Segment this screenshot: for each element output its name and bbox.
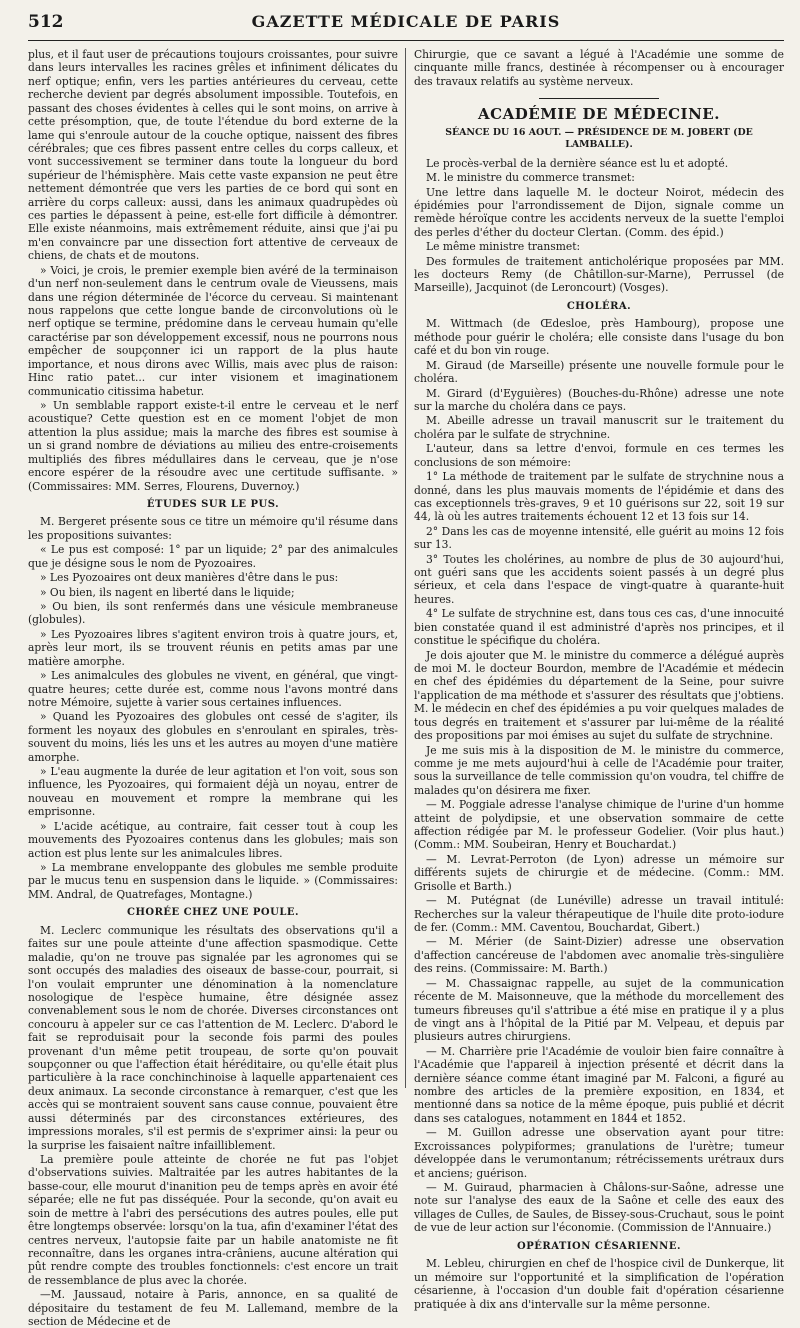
paragraph: — M. Charrière prie l'Académie de vouloir bien faire connaître à l'Académie que l'appareil à injection présenté et décrit dans la dernière séance comme étant imaginé par M. Falconi, a figuré au nombre des articles de la première exposition, en 1834, et mentionné dans sa notice de la même époque, puis publié et décrit dans ses catalogues, notamment en 1844 et 1852. (414, 1044, 784, 1125)
paragraph: — M. Mérier (de Saint-Dizier) adresse une observation d'affection cancéreuse de l'abdomen avec anomalie très-singulière des reins. (Commissaire: M. Barth.) (414, 935, 784, 976)
paragraph: Le procès-verbal de la dernière séance est lu et adopté. (426, 156, 729, 170)
section-heading-academie: ACADÉMIE DE MÉDECINE. (478, 105, 720, 124)
paragraph: 4° Le sulfate de strychnine est, dans tous ces cas, d'une innocuité bien constatée quand il est administré d'après nos principes, et il constitue le spécifique du choléra. (414, 607, 784, 648)
paragraph: M. Lebleu, chirurgien en chef de l'hospice civil de Dunkerque, lit un mémoire sur l'opportunité et la simplification de l'opération césarienne, à l'occasion d'un double fait d'opération césarienne pratiquée à dix ans d'intervalle sur la même personne. (414, 1257, 784, 1311)
seance-line: SÉANCE DU 16 AOUT. — PRÉSIDENCE DE M. JOBERT (DE LAMBALLE). (445, 127, 753, 150)
paragraph: — M. Guiraud, pharmacien à Châlons-sur-Saône, adresse une note sur l'analyse des eaux de la Saône et celle des eaux des villages de Culles, de Saules, de Bissey-sous-Cruchaut, sous le point de vue de leur action sur l'économie. (Commission de l'Annuaire.) (414, 1181, 784, 1235)
paragraph: M. Girard (d'Eyguières) (Bouches-du-Rhône) adresse une note sur la marche du choléra dans ce pays. (414, 386, 784, 413)
section-rule (539, 98, 659, 99)
paragraph: » La membrane enveloppante des globules me semble produite par le mucus tenu en suspension dans le liquide. » (Commissaires: MM. Andral, de Quatrefages, Montagne.) (28, 861, 398, 901)
paragraph: M. Leclerc communique les résultats des observations qu'il a faites sur une poule atteinte d'une affection spasmodique. Cette maladie, qu'on ne trouve pas signalée par les agronomes qui se sont occupés des maladies des oiseaux de basse-cour, pourrait, si l'on voulait emprunter une dénomination à la nomenclature nosologique de l'espèce humaine, être désignée assez convenablement sous le nom de chorée. Diverses circonstances ont concouru à appeler sur ce cas l'attention de M. Leclerc. D'abord le fait se reproduisait pour la seconde fois parmi des poules provenant d'un même petit troupeau, de sorte qu'on pouvait soupçonner ou que l'affection était héréditaire, ou qu'elle était plus particulière à la race conchinchinoise à laquelle appartenaient ces deux animaux. La seconde circonstance à remarquer, c'est que les accès qui se montraient souvent sans cause connue, pouvaient être aussi déterminés par des circonstances extérieures, des impressions morales, s'il est permis de s'exprimer ainsi: la peur ou la surprise les faisaient naître infailliblement. (28, 923, 398, 1152)
paragraph: » Les animalcules des globules ne vivent, en général, que vingt-quatre heures; cette durée est, comme nous l'avons montré dans notre Mémoire, sujette à varier sous certaines influences. (28, 669, 398, 709)
paragraph: 2° Dans les cas de moyenne intensité, elle guérit au moins 12 fois sur 13. (414, 524, 784, 552)
paragraph: M. le ministre du commerce transmet: (426, 171, 635, 185)
page-number: 512 (28, 12, 64, 32)
paragraph: — M. Poggiale adresse l'analyse chimique de l'urine d'un homme atteint de polydipsie, et une observation sommaire de cette affection rédigée par M. le professeur Godelier. (Voir plus haut.) (Comm.: MM. Soubeiran, Henry et Bouchardat.) (414, 798, 784, 852)
section-heading-choree: CHORÉE CHEZ UNE POULE. (126, 907, 299, 919)
right-column (414, 48, 784, 1311)
paragraph: Je me suis mis à la disposition de M. le ministre du commerce, comme je me mets aujourd'hui à celle de l'Académie pour traiter, sous la surveillance de telle commission qu'on voudra, tel chiffre de malades qu'on désirera me fixer. (414, 743, 784, 797)
paragraph: 1° La méthode de traitement par le sulfate de strychnine nous a donné, dans les plus mauvais moments de l'épidémie et dans des cas exceptionnels très-graves, 9 et 10 guérisons sur 22, soit 19 sur 44, là où les autres traitements échouent 12 et 13 fois sur 14. (414, 470, 784, 524)
paragraph: — M. Chassaignac rappelle, au sujet de la communication récente de M. Maisonneuve, que la méthode du morcellement des tumeurs fibreuses qu'il s'attribue a été mise en pratique il y a plus de vingt ans à l'hôpital de la Pitié par M. Velpeau, et depuis par plusieurs autres chirurgiens. (414, 976, 784, 1044)
paragraph: » Un semblable rapport existe-t-il entre le cerveau et le nerf acoustique? Cette question est en ce moment l'objet de mon attention la plus assidue; mais la marche des fibres est soumise à un si grand nombre de déviations au milieu des entre-croisements multipliés des fibres médullaires dans le cerveau, que je n'ose encore espérer de la résoudre avec une certitude suffisante. » (Commissaires: MM. Serres, Flourens, Duvernoy.) (28, 398, 398, 493)
section-heading-cesarienne: OPÉRATION CÉSARIENNE. (517, 1240, 681, 1252)
paragraph: Une lettre dans laquelle M. le docteur Noirot, médecin des épidémies pour l'arrondissement de Dijon, signale comme un remède héroïque contre les accidents nerveux de la suette l'emploi des perles d'éther du docteur Clertan. (Comm. des épid.) (414, 185, 784, 239)
paragraph: » L'acide acétique, au contraire, fait cesser tout à coup les mouvements des Pyozoaires contenus dans les globules; mais son action est plus lente sur les animalcules libres. (28, 819, 398, 860)
column-divider (405, 48, 406, 1088)
paragraph: Le même ministre transmet: (426, 240, 581, 254)
paragraph: « Le pus est composé: 1° par un liquide; 2° par des animalcules que je désigne sous le nom de Pyozoaires. (28, 543, 398, 570)
paragraph: — M. Putégnat (de Lunéville) adresse un travail intitulé: Recherches sur la valeur thérapeutique de l'huile dite proto-iodure de fer. (Comm.: MM. Caventou, Bouchardat, Gibert.) (414, 894, 784, 934)
section-heading-cholera: CHOLÉRA. (566, 300, 632, 312)
paragraph: plus, et il faut user de précautions toujours croissantes, pour suivre dans leurs intervalles les racines grêles et infiniment délicates du nerf optique; enfin, vers les parties antérieures du cerveau, cette recherche devient par degrés absolument impossible. Toutefois, en passant des choses évidentes à celles qui le sont moins, on arrive à cette présomption, que, de toute l'étendue du bord externe de la lame qui s'enroule autour de la couche optique, naissent des fibres cérébrales; que ces fibres passent entre celles du corps calleux, et vont successivement se terminer dans toute la longueur du bord supérieur de l'hémisphère. Mais cette vaste expansion ne peut être nettement démontrée que vers les parties de ce bord qui sont en arrière du corps calleux: aussi, dans les animaux quadrupèdes où ces parties le dépassent à peine, est-elle fort difficile à démontrer. Elle existe néanmoins, mais extrêmement réduite, ainsi que j'ai pu m'en convaincre par une dissection fort attentive de cerveaux de chiens, de chats et de moutons. (28, 48, 398, 263)
paragraph: Des formules de traitement anticholérique proposées par MM. les docteurs Remy (de Châtillon-sur-Marne), Perrussel (de Marseille), Jacquinot (de Leroncourt) (Vosges). (414, 254, 784, 295)
paragraph: M. Wittmach (de Œdesloe, près Hambourg), propose une méthode pour guérir le choléra; elle consiste dans l'usage du bon café et du bon vin rouge. (414, 317, 784, 358)
journal-title: GAZETTE MÉDICALE DE PARIS (251, 12, 561, 31)
paragraph: » Voici, je crois, le premier exemple bien avéré de la terminaison d'un nerf non-seulement dans le centrum ovale de Vieussens, mais dans une région déterminée de l'écorce du cerveau. Si maintenant nous rappelons que cette longue bande de circonvolutions où le nerf optique se termine, prédomine dans le cerveau humain qu'elle caractérise par son développement excessif, nous ne pourrons nous empêcher de soupçonner ici un rapport de la plus haute importance, et nous dirons avec Willis, mais avec plus de raison: Hinc ratio patet... cur inter visionem et imaginationem communicatio citissima habetur. (28, 263, 398, 398)
paragraph: — M. Levrat-Perroton (de Lyon) adresse un mémoire sur différents sujets de chirurgie et de médecine. (Comm.: MM. Grisolle et Barth.) (414, 852, 784, 893)
paragraph: —M. Jaussaud, notaire à Paris, annonce, en sa qualité de dépositaire du testament de feu M. Lallemand, membre de la section de Médecine et de (28, 1288, 398, 1328)
section-heading-pus: ÉTUDES SUR LE PUS. (146, 498, 280, 510)
paragraph: M. Bergeret présente sous ce titre un mémoire qu'il résume dans les propositions suivantes: (28, 515, 398, 542)
page-header (28, 10, 784, 41)
paragraph: L'auteur, dans sa lettre d'envoi, formule en ces termes les conclusions de son mémoire: (414, 442, 784, 469)
paragraph: Chirurgie, que ce savant a légué à l'Académie une somme de cinquante mille francs, destinée à récompenser ou à encourager des travaux relatifs au système nerveux. (414, 48, 784, 88)
paragraph: » L'eau augmente la durée de leur agitation et l'on voit, sous son influence, les Pyozoaires, qui formaient déjà un noyau, entrer de nouveau en mouvement et rompre la membrane qui les emprisonne. (28, 765, 398, 819)
paragraph: » Ou bien, ils nagent en liberté dans le liquide; (40, 585, 295, 599)
paragraph: » Les Pyozoaires libres s'agitent environ trois à quatre jours, et, après leur mort, ils se trouvent réunis en petits amas par une matière amorphe. (28, 627, 398, 668)
paragraph: M. Abeille adresse un travail manuscrit sur le traitement du choléra par le sulfate de strychnine. (414, 414, 784, 441)
paragraph: » Quand les Pyozoaires des globules ont cessé de s'agiter, ils forment les noyaux des globules en s'enroulant en spirales, très-souvent du moins, liés les uns et les autres au moyen d'une matière amorphe. (28, 710, 398, 764)
paragraph: » Ou bien, ils sont renfermés dans une vésicule membraneuse (globules). (28, 600, 398, 627)
paragraph: M. Giraud (de Marseille) présente une nouvelle formule pour le choléra. (414, 358, 784, 386)
paragraph: — M. Guillon adresse une observation ayant pour titre: Excroissances polypiformes; granulations de l'urètre; tumeur développée dans le verumontanum; rétrécissements urétraux durs et anciens; guérison. (414, 1126, 784, 1180)
paragraph: La première poule atteinte de chorée ne fut pas l'objet d'observations suivies. Maltraitée par les autres habitantes de la basse-cour, elle mourut d'inanition peu de temps après en avoir été séparée; elle ne fut pas disséquée. Pour la seconde, qu'on avait eu soin de mettre à l'abri des persécutions des autres poules, elle put être longtemps observée: lorsqu'on la tua, afin d'examiner l'état des centres nerveux, l'autopsie faite par un habile anatomiste ne fit reconnaître, dans les organes intra-crâniens, aucune altération qui pût rendre compte des troubles fonctionnels: c'est encore un trait de ressemblance de plus avec la chorée. (28, 1153, 398, 1287)
paragraph: Je dois ajouter que M. le ministre du commerce a délégué auprès de moi M. le docteur Bourdon, membre de l'Académie et médecin en chef des épidémies du département de la Seine, pour suivre l'application de ma méthode et s'assurer des résultats que j'obtiens. M. le médecin en chef des épidémies a pu voir quelques malades de tous degrés en traitement et s'assurer par lui-même de la réalité des propositions par moi émises au sujet du sulfate de strychnine. (414, 648, 784, 743)
paragraph: » Les Pyozoaires ont deux manières d'être dans le pus: (40, 571, 339, 585)
left-column (28, 48, 398, 1328)
paragraph: 3° Toutes les cholérines, au nombre de plus de 30 aujourd'hui, ont guéri sans que les accidents soient passés à un degré plus sérieux, et cela dans l'espace de vingt-quatre à quarante-huit heures. (414, 552, 784, 606)
